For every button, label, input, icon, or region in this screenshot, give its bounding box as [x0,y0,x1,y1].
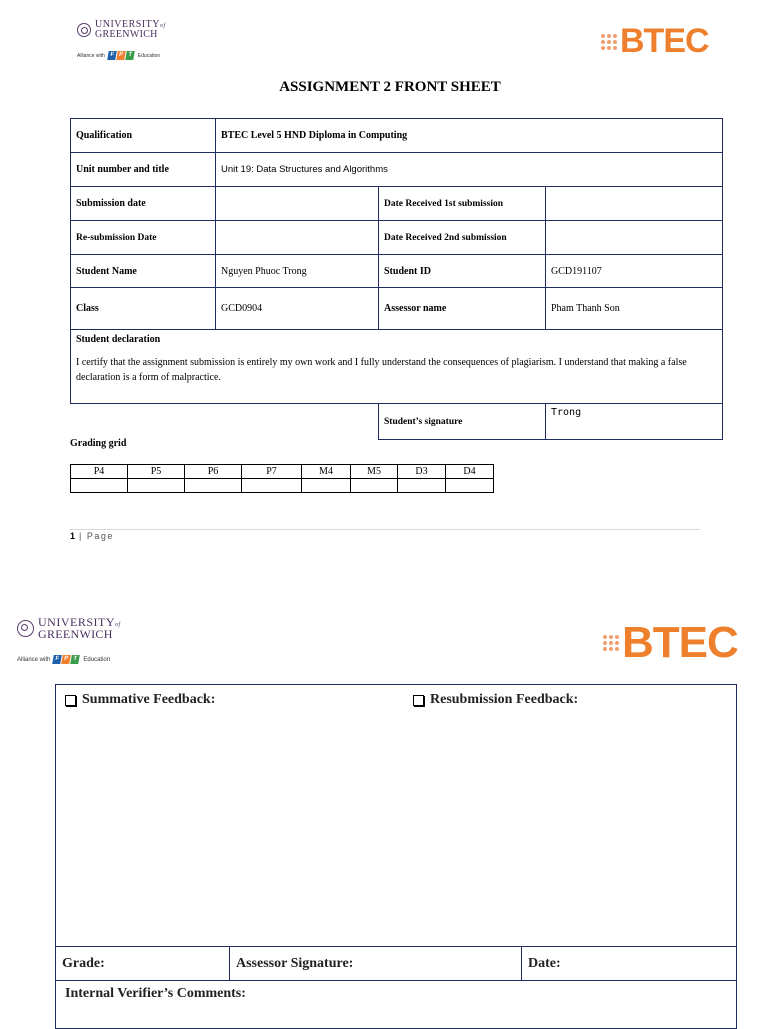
class-label: Class [71,288,216,330]
btec-dots-icon [601,34,617,50]
declaration-heading: Student declaration [76,334,161,345]
grade-cell[interactable] [446,479,494,493]
internal-verifier-comments[interactable] [65,986,246,1002]
date-received-2-value[interactable] [546,221,723,255]
iv-comments-label: Internal Verifier’s Comments: [65,986,246,1001]
resubmission-date-value[interactable] [216,221,379,255]
university-name-line2: GREENWICH [38,626,113,641]
grade-header: P6 [185,465,242,479]
date-received-1-value[interactable] [546,187,723,221]
btec-wordmark: BTEC [622,618,738,667]
btec-dots-icon [603,635,619,651]
btec-wordmark: BTEC [620,22,709,60]
grade-cell[interactable] [128,479,185,493]
grade-header: D3 [398,465,446,479]
grading-grid-header-row [71,465,494,479]
page-word: Page [86,531,114,541]
document-title: ASSIGNMENT 2 FRONT SHEET [279,79,501,95]
summative-feedback-option[interactable] [65,692,215,708]
student-id-label: Student ID [379,255,546,288]
grade-cell[interactable] [398,479,446,493]
student-id-value: GCD191107 [546,255,723,288]
grade-row [56,946,736,981]
signature-spacer [71,404,379,440]
declaration-text: I certify that the assignment submission is entirely my own work and I fully understand the consequences of plagiarism. I understand that making a false declaration is a form of malpractice. [76,357,687,383]
fpt-logo-icon [53,655,80,664]
grade-cell[interactable] [302,479,351,493]
assessor-signature-field[interactable] [230,947,522,980]
assessor-value: Pham Thanh Son [546,288,723,330]
university-crest-icon [17,620,34,637]
alliance-prefix: Alliance with [17,656,51,663]
grade-header: P5 [128,465,185,479]
assessor-label: Assessor name [379,288,546,330]
fpt-alliance-page2 [17,655,110,664]
grade-field[interactable] [56,947,230,980]
unit-label: Unit number and title [71,153,216,187]
signature-label: Student’s signature [379,404,546,440]
grade-header: D4 [446,465,494,479]
btec-logo-page2 [603,618,738,668]
university-of: of [115,622,121,628]
student-declaration [71,330,723,404]
university-crest-icon [77,23,91,37]
submission-date-label: Submission date [71,187,216,221]
grade-cell[interactable] [185,479,242,493]
alliance-suffix: Education [83,656,111,663]
page-divider [70,529,700,530]
date-label: Date: [528,955,561,971]
qualification-label: Qualification [71,119,216,153]
grade-label: Grade: [62,955,105,971]
page-number-value: 1 [70,531,76,541]
university-logo-page2 [17,617,121,640]
grade-cell[interactable] [351,479,398,493]
resubmission-feedback-label: Resubmission Feedback: [430,692,579,707]
checkbox-icon[interactable] [65,695,76,706]
alliance-suffix: Education [137,52,161,59]
submission-date-value[interactable] [216,187,379,221]
signature-value[interactable]: Trong [546,404,723,440]
unit-value: Unit 19: Data Structures and Algorithms [216,153,723,187]
fpt-letter-t: T [71,655,81,664]
alliance-prefix: Alliance with [77,52,105,59]
grading-grid-value-row [71,479,494,493]
fpt-letter-p: P [62,655,72,664]
feedback-box [55,684,737,1029]
grading-grid-table [70,464,494,493]
grade-cell[interactable] [242,479,302,493]
fpt-letter-p: P [116,51,126,60]
page-number-separator: | [75,531,87,541]
date-received-2-label: Date Received 2nd submission [379,221,546,255]
date-field[interactable] [522,947,736,980]
grade-header: P7 [242,465,302,479]
university-name-line1: UNIVERSITY [38,615,115,629]
resubmission-date-label: Re-submission Date [71,221,216,255]
resubmission-feedback-option[interactable] [413,692,578,708]
student-name-label: Student Name [71,255,216,288]
fpt-logo-icon [108,51,135,60]
fpt-letter-t: T [125,51,135,60]
btec-logo [601,22,709,61]
date-received-1-label: Date Received 1st submission [379,187,546,221]
university-name-line2: GREENWICH [95,28,158,40]
university-logo [77,20,166,39]
front-sheet-table [70,118,723,440]
fpt-letter-f: F [53,655,63,664]
grade-header: P4 [71,465,128,479]
summative-feedback-label: Summative Feedback: [82,692,216,707]
checkbox-icon[interactable] [413,695,424,706]
assessor-signature-label: Assessor Signature: [236,955,354,971]
grade-cell[interactable] [71,479,128,493]
university-name-line1: UNIVERSITY [95,19,160,30]
grading-grid-title: Grading grid [70,438,127,449]
fpt-alliance [77,51,160,60]
class-value: GCD0904 [216,288,379,330]
student-name-value: Nguyen Phuoc Trong [216,255,379,288]
page-number [70,531,114,541]
grade-header: M5 [351,465,398,479]
university-of: of [160,23,166,29]
fpt-letter-f: F [107,51,117,60]
grade-header: M4 [302,465,351,479]
qualification-value: BTEC Level 5 HND Diploma in Computing [216,119,723,153]
